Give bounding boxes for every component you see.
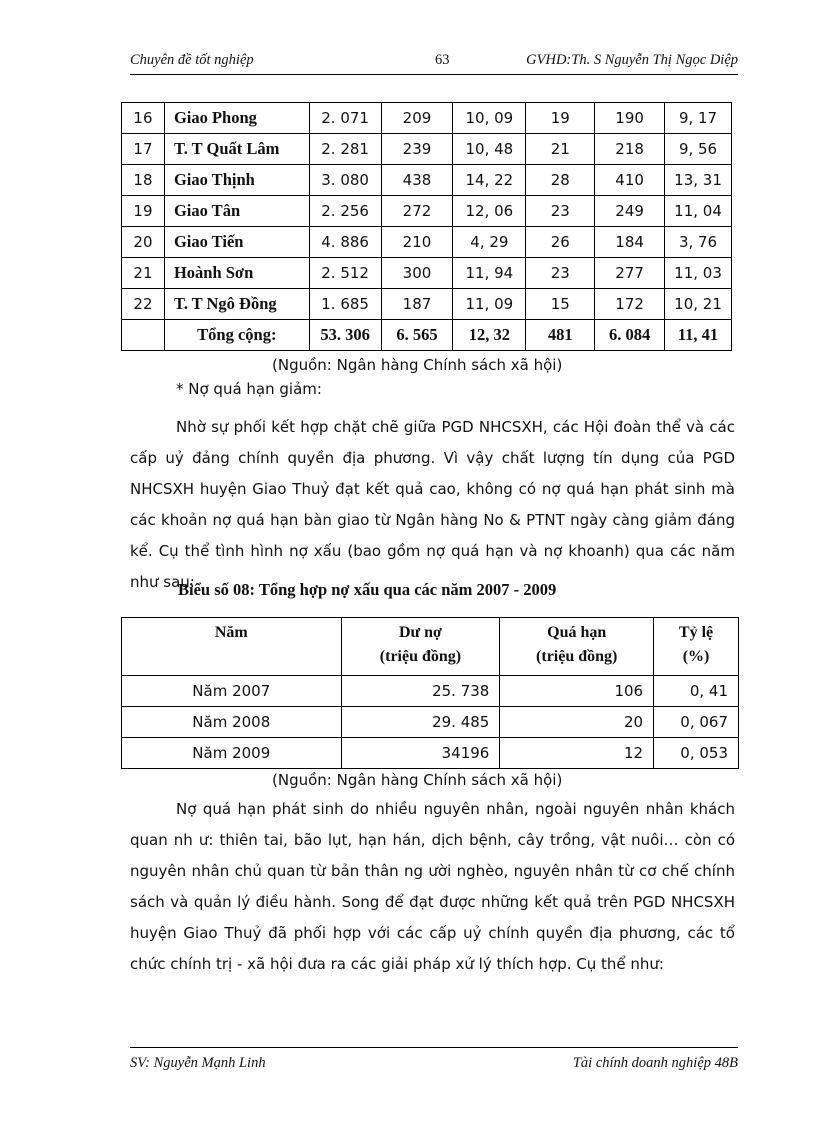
table-cell: Giao Thịnh <box>164 165 309 196</box>
column-header <box>341 618 500 676</box>
table-row <box>122 196 732 227</box>
table-cell: Hoành Sơn <box>164 258 309 289</box>
total-cell: Tổng cộng: <box>164 320 309 351</box>
table-row <box>122 227 732 258</box>
table-row <box>122 134 732 165</box>
footer-student: SV: Nguyễn Mạnh Linh <box>130 1055 266 1071</box>
table-row <box>122 676 739 707</box>
table-caption: Biểu số 08: Tổng hợp nợ xấu qua các năm 2007 - 2009 <box>178 580 557 599</box>
source-note-2: (Nguồn: Ngân hàng Chính sách xã hội) <box>272 771 563 789</box>
table-cell: 16 <box>122 103 165 134</box>
table-row <box>122 165 732 196</box>
table-cell: 21 <box>526 134 595 165</box>
total-cell: 481 <box>526 320 595 351</box>
header-line-1: Dư nợ <box>399 624 442 641</box>
header-line-2: (triệu đồng) <box>536 648 618 665</box>
table-cell: 18 <box>122 165 165 196</box>
table-cell: 9, 17 <box>665 103 732 134</box>
header-line-2: (%) <box>682 648 710 665</box>
table-cell: 438 <box>381 165 453 196</box>
table-cell: 19 <box>122 196 165 227</box>
table-cell: 17 <box>122 134 165 165</box>
table-cell: 249 <box>595 196 665 227</box>
header-line-1: Tỷ lệ <box>678 624 714 641</box>
table-cell: 210 <box>381 227 453 258</box>
table-cell: 23 <box>526 258 595 289</box>
table-cell: 187 <box>381 289 453 320</box>
table-cell: 106 <box>500 676 654 707</box>
table-cell: Giao Tiến <box>164 227 309 258</box>
header-line-1: Quá hạn <box>547 624 607 641</box>
table-cell: 11, 04 <box>665 196 732 227</box>
column-header <box>654 618 739 676</box>
table-cell: 13, 31 <box>665 165 732 196</box>
table-cell: 20 <box>500 707 654 738</box>
table-cell: 272 <box>381 196 453 227</box>
table-cell: 25. 738 <box>341 676 500 707</box>
table-cell: T. T Ngô Đồng <box>164 289 309 320</box>
table-cell: 184 <box>595 227 665 258</box>
table-cell: 10, 21 <box>665 289 732 320</box>
table-row <box>122 707 739 738</box>
table-row <box>122 738 739 769</box>
paragraph-2: Nợ quá hạn phát sinh do nhiều nguyên nhân, ngoài nguyên nhân khách quan nh ư: thiên tai, bão lụt, hạn hán, dịch bệnh, cây trồng, vật nuôi… còn có nguyên nhân chủ quan từ bản thân ng ười nghèo, nguyên nhân từ cơ chế chính sách và quản lý điều hành. Song để đạt được những kết quả trên PGD NHCSXH huyện Giao Thuỷ đã phối hợp với các cấp uỷ chính quyền địa phương, các tổ chức chính trị - xã hội đưa ra các giải pháp xử lý thích hợp. Cụ thể như: <box>130 800 735 973</box>
table-cell: 26 <box>526 227 595 258</box>
table-cell: Năm 2008 <box>122 707 342 738</box>
table-cell: 4. 886 <box>309 227 381 258</box>
table-cell: 277 <box>595 258 665 289</box>
table-cell: 239 <box>381 134 453 165</box>
table-cell: 0, 053 <box>654 738 739 769</box>
table-cell: Giao Phong <box>164 103 309 134</box>
table-cell: 3. 080 <box>309 165 381 196</box>
table-cell: Giao Tân <box>164 196 309 227</box>
table-cell: 2. 512 <box>309 258 381 289</box>
table-cell: 11, 09 <box>453 289 526 320</box>
header-line-2: (triệu đồng) <box>379 648 462 665</box>
table-cell: 19 <box>526 103 595 134</box>
table-cell: 4, 29 <box>453 227 526 258</box>
table-cell: 29. 485 <box>341 707 500 738</box>
table-cell: 0, 067 <box>654 707 739 738</box>
table-cell: 3, 76 <box>665 227 732 258</box>
table-cell: 2. 256 <box>309 196 381 227</box>
page-header <box>130 52 738 75</box>
bullet-heading: * Nợ quá hạn giảm: <box>176 380 322 398</box>
table-cell: 23 <box>526 196 595 227</box>
column-header <box>500 618 654 676</box>
source-note-1: (Nguồn: Ngân hàng Chính sách xã hội) <box>272 356 563 374</box>
table-cell: 209 <box>381 103 453 134</box>
table-cell: 190 <box>595 103 665 134</box>
table-cell: 14, 22 <box>453 165 526 196</box>
table-cell: 218 <box>595 134 665 165</box>
table-cell: 2. 281 <box>309 134 381 165</box>
table-cell: 1. 685 <box>309 289 381 320</box>
table-row <box>122 258 732 289</box>
table-cell: 22 <box>122 289 165 320</box>
table-cell: 20 <box>122 227 165 258</box>
bad-debt-summary-table <box>121 617 739 769</box>
table-cell: 9, 56 <box>665 134 732 165</box>
footer-class: Tài chính doanh nghiệp 48B <box>572 1055 738 1071</box>
header-row <box>122 618 739 676</box>
table-row <box>122 289 732 320</box>
table-cell: 172 <box>595 289 665 320</box>
table-cell: 11, 03 <box>665 258 732 289</box>
total-cell: 53. 306 <box>309 320 381 351</box>
table-cell: 2. 071 <box>309 103 381 134</box>
table-row <box>122 103 732 134</box>
table-cell: 12, 06 <box>453 196 526 227</box>
table-cell: Năm 2009 <box>122 738 342 769</box>
table-cell: 15 <box>526 289 595 320</box>
paragraph-1: Nhờ sự phối kết hợp chặt chẽ giữa PGD NHCSXH, các Hội đoàn thể và các cấp uỷ đảng chính quyền địa phương. Vì vậy chất lượng tín dụng của PGD NHCSXH huyện Giao Thuỷ đạt kết quả cao, không có nợ quá hạn phát sinh mà các khoản nợ quá hạn bàn giao từ Ngân hàng No & PTNT ngày càng giảm đáng kể. Cụ thể tình hình nợ xấu (bao gồm nợ quá hạn và nợ khoanh) qua các năm như sau: <box>130 418 735 591</box>
header-supervisor: GVHD:Th. S Nguyễn Thị Ngọc Diệp <box>526 52 738 68</box>
header-line-1: Năm <box>214 624 248 641</box>
commune-debt-table <box>121 102 732 351</box>
total-cell: 11, 41 <box>665 320 732 351</box>
page-footer <box>130 1047 738 1074</box>
total-cell: 12, 32 <box>453 320 526 351</box>
table-cell: 10, 09 <box>453 103 526 134</box>
table-cell: 410 <box>595 165 665 196</box>
header-title: Chuyên đề tốt nghiệp <box>130 52 254 68</box>
column-header <box>122 618 342 676</box>
table-cell: Năm 2007 <box>122 676 342 707</box>
total-cell <box>122 320 165 351</box>
table-cell: 11, 94 <box>453 258 526 289</box>
page-number: 63 <box>435 52 450 68</box>
table-cell: 10, 48 <box>453 134 526 165</box>
table-cell: 300 <box>381 258 453 289</box>
table-cell: 28 <box>526 165 595 196</box>
table-cell: T. T Quất Lâm <box>164 134 309 165</box>
table-cell: 0, 41 <box>654 676 739 707</box>
table-cell: 12 <box>500 738 654 769</box>
table-cell: 34196 <box>341 738 500 769</box>
total-row <box>122 320 732 351</box>
table-cell: 21 <box>122 258 165 289</box>
total-cell: 6. 084 <box>595 320 665 351</box>
total-cell: 6. 565 <box>381 320 453 351</box>
